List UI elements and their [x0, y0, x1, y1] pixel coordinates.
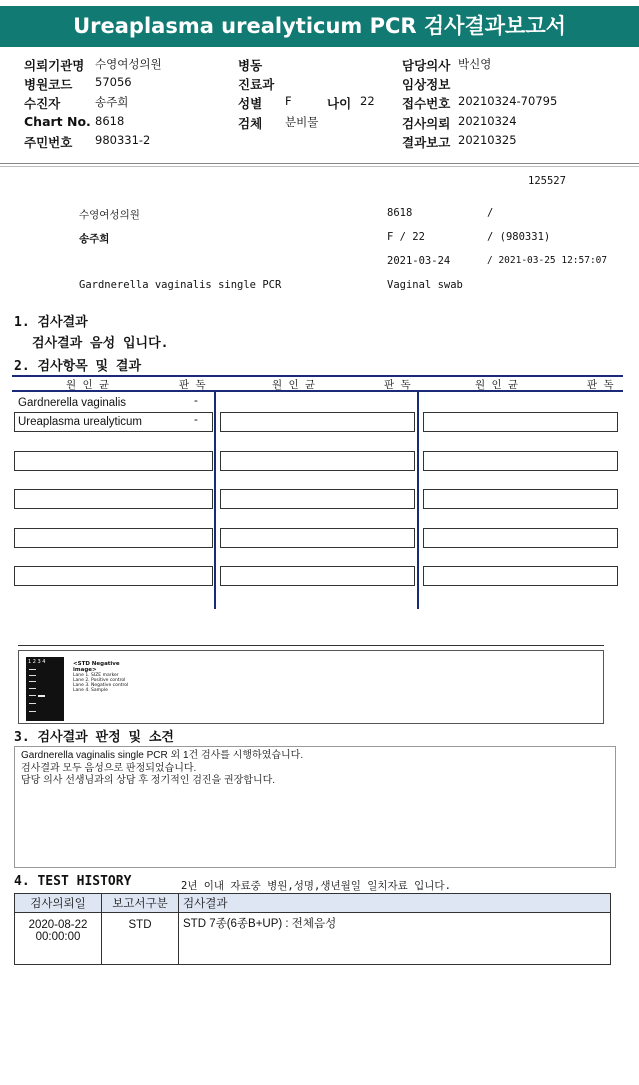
- history-type: STD: [102, 913, 179, 965]
- result-box: [14, 489, 213, 509]
- table-header-row: [15, 894, 611, 913]
- patient-name: 송주희: [79, 233, 110, 245]
- result-box: [220, 451, 415, 471]
- section-2-title: 2. 검사항목 및 결과: [14, 359, 142, 374]
- header-label: Chart No.: [24, 114, 91, 129]
- receipt-date: 2021-03-24: [387, 255, 451, 267]
- report-title: Ureaplasma urealyticum PCR 검사결과보고서: [0, 6, 639, 47]
- result-box: [14, 566, 213, 586]
- header-value: 송주희: [95, 95, 129, 109]
- result-box: [14, 412, 213, 432]
- test-history-table: [14, 893, 611, 965]
- header-label: 의뢰기관명: [24, 58, 85, 73]
- test-name: Gardnerella vaginalis single PCR: [79, 279, 282, 291]
- col-header-organism: 원 인 균: [66, 379, 110, 391]
- header-label: 진료과: [238, 77, 275, 92]
- gel-lane-note: Lane 2. Positive control: [73, 678, 126, 683]
- table-row: [15, 913, 611, 965]
- sex-age: F / 22: [387, 231, 425, 243]
- history-note: 2년 이내 자료중 병원,성명,생년월일 일치자료 입니다.: [181, 880, 451, 892]
- clinic-name: 수영여성의원: [79, 209, 140, 221]
- result-box: [14, 451, 213, 471]
- header-label: 결과보고: [402, 135, 451, 150]
- chart-slash: /: [487, 207, 494, 219]
- result-box: [423, 566, 618, 586]
- header-label: 담당의사: [402, 58, 451, 73]
- gel-lane-numbers: 1 2 3 4: [28, 659, 46, 665]
- header-value: 980331-2: [95, 133, 151, 147]
- gel-electrophoresis-image: [26, 657, 64, 721]
- finding-line: 담당 의사 선생님과의 상담 후 정기적인 검진을 권장합니다.: [21, 775, 276, 786]
- results-grid-header: [12, 375, 623, 392]
- header-value: 8618: [95, 114, 125, 128]
- organism-result: -: [194, 414, 198, 426]
- report-header: [0, 52, 639, 164]
- history-result: STD 7종(6종B+UP) : 전체음성: [179, 913, 611, 965]
- gel-lane-note: Lane 3. Negative control: [73, 683, 129, 688]
- header-value: 20210324: [458, 114, 517, 128]
- result-box: [14, 528, 213, 548]
- history-time: 00:00:00: [35, 931, 81, 943]
- specimen-type: Vaginal swab: [387, 279, 463, 291]
- result-summary: 검사결과 음성 입니다.: [32, 336, 169, 351]
- col-header-result: 판 독: [179, 379, 206, 391]
- header-label: 수진자: [24, 96, 61, 111]
- header-label: 임상정보: [402, 77, 451, 92]
- grid-divider: [214, 392, 216, 609]
- result-box: [220, 566, 415, 586]
- gel-image: [26, 657, 138, 721]
- age-value: 22: [360, 94, 375, 108]
- gel-lane-note: Lane 4. Sample: [73, 688, 108, 693]
- grid-divider: [417, 392, 419, 609]
- birth-date: / (980331): [487, 231, 551, 243]
- col-header-result: 판 독: [384, 379, 411, 391]
- history-date: 2020-08-22: [28, 919, 88, 931]
- gel-image-panel: [18, 650, 604, 724]
- section-1-title: 1. 검사결과: [14, 315, 88, 330]
- report-code: 125527: [528, 175, 566, 187]
- header-value: 57056: [95, 75, 132, 89]
- header-value: 20210324-70795: [458, 94, 558, 108]
- col-header: 검사결과: [179, 894, 611, 913]
- col-header-organism: 원 인 균: [272, 379, 316, 391]
- header-label: 병동: [238, 58, 263, 73]
- organism-name: Gardnerella vaginalis: [18, 397, 127, 409]
- divider: [18, 645, 604, 646]
- chart-number: 8618: [387, 207, 413, 219]
- col-header: 보고서구분: [102, 894, 179, 913]
- history-date-cell: [15, 913, 102, 965]
- header-value: F: [285, 94, 292, 108]
- finding-line: Gardnerella vaginalis single PCR 외 1건 검사를 시행하였습니다.: [21, 750, 304, 761]
- finding-line: 검사결과 모두 음성으로 판정되었습니다.: [21, 762, 197, 774]
- organism-name: Ureaplasma urealyticum: [18, 416, 142, 428]
- header-value: 박신영: [458, 57, 492, 71]
- header-label: 병원코드: [24, 77, 73, 92]
- report-datetime: / 2021-03-25 12:57:07: [487, 255, 608, 266]
- gel-lane-note: Lane 1. SIZE marker: [73, 673, 119, 678]
- result-box: [423, 489, 618, 509]
- result-box: [220, 528, 415, 548]
- divider: [0, 166, 639, 167]
- section-3-title: 3. 검사결과 판정 및 소견: [14, 730, 174, 745]
- header-label: 접수번호: [402, 96, 451, 111]
- result-box: [220, 489, 415, 509]
- header-label: 성별: [238, 96, 263, 111]
- findings-box: [14, 746, 616, 868]
- result-box: [220, 412, 415, 432]
- col-header-organism: 원 인 균: [475, 379, 519, 391]
- col-header-result: 판 독: [587, 379, 614, 391]
- header-value: 수영여성의원: [95, 57, 162, 71]
- header-label: 검사의뢰: [402, 116, 451, 131]
- result-box: [423, 528, 618, 548]
- age-label: 나이: [327, 96, 352, 111]
- gel-title: <STD Negative image>: [73, 661, 120, 673]
- result-box: [423, 412, 618, 432]
- result-box: [423, 451, 618, 471]
- header-value: 20210325: [458, 133, 517, 147]
- header-label: 주민번호: [24, 135, 73, 150]
- section-4-title: 4. TEST HISTORY: [14, 874, 132, 889]
- header-value: 분비물: [285, 115, 319, 129]
- header-label: 검체: [238, 116, 263, 131]
- col-header: 검사의뢰일: [15, 894, 102, 913]
- organism-result: -: [194, 395, 198, 407]
